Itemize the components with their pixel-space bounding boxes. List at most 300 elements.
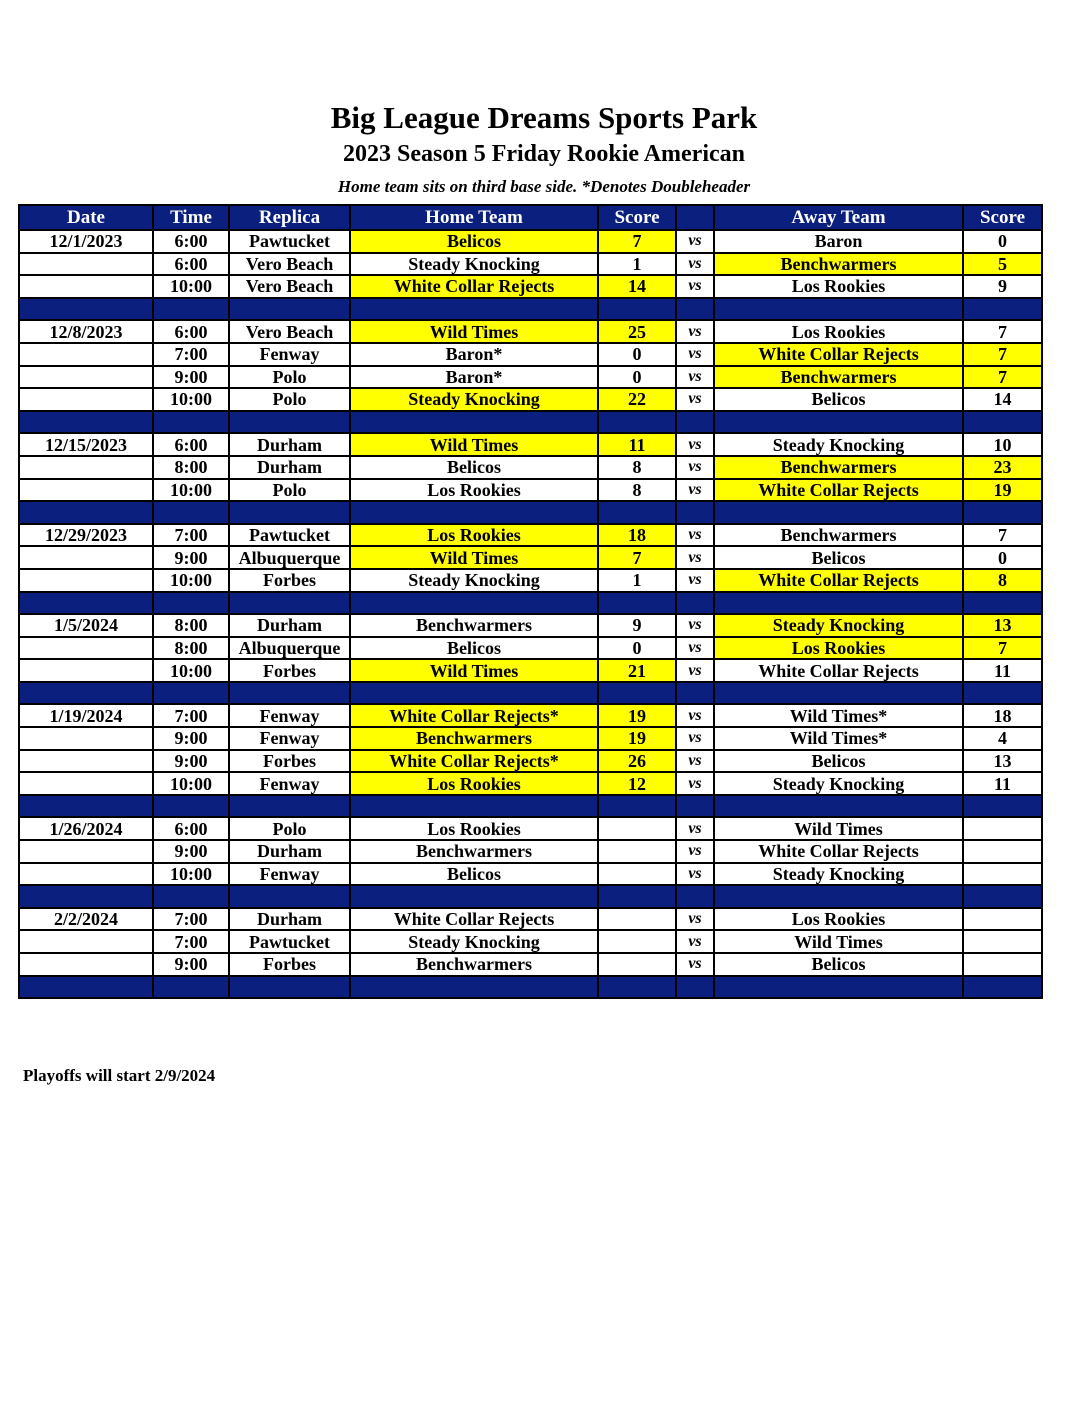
away-score [963,930,1042,953]
separator-cell [963,298,1042,321]
separator-cell [229,592,350,615]
separator-cell [676,885,714,908]
separator-cell [714,592,963,615]
game-row [19,750,1042,773]
home-team: Steady Knocking [350,253,598,276]
separator-cell [153,411,229,434]
separator-cell [153,795,229,818]
week-separator-row [19,411,1042,434]
separator-cell [714,885,963,908]
page-title: Big League Dreams Sports Park [330,100,758,135]
away-team: Wild Times [714,930,963,953]
separator-cell [19,501,153,524]
away-team: Wild Times* [714,727,963,750]
away-team: White Collar Rejects [714,343,963,366]
vs-label: vs [676,320,714,343]
home-team: Belicos [350,637,598,660]
away-team: Steady Knocking [714,863,963,886]
separator-cell [963,885,1042,908]
home-team: Baron* [350,366,598,389]
vs-label: vs [676,230,714,253]
game-time: 9:00 [153,840,229,863]
game-time: 8:00 [153,614,229,637]
away-score: 11 [963,772,1042,795]
home-team: Belicos [350,863,598,886]
away-score: 7 [963,637,1042,660]
vs-label: vs [676,727,714,750]
game-row [19,546,1042,569]
home-team: White Collar Rejects [350,908,598,931]
vs-label: vs [676,388,714,411]
away-score: 11 [963,659,1042,682]
game-field: Durham [229,614,350,637]
vs-label: vs [676,772,714,795]
game-row [19,840,1042,863]
game-date [19,366,153,389]
home-score: 7 [598,546,676,569]
game-date: 12/15/2023 [19,433,153,456]
home-score: 8 [598,456,676,479]
home-team: Steady Knocking [350,930,598,953]
home-score: 0 [598,637,676,660]
game-time: 7:00 [153,908,229,931]
game-date: 12/1/2023 [19,230,153,253]
game-time: 8:00 [153,637,229,660]
separator-cell [153,976,229,999]
home-team: Belicos [350,456,598,479]
game-row [19,433,1042,456]
vs-label: vs [676,704,714,727]
separator-cell [714,682,963,705]
game-time: 10:00 [153,772,229,795]
away-team: Los Rookies [714,908,963,931]
game-date [19,727,153,750]
game-row [19,772,1042,795]
vs-label: vs [676,750,714,773]
away-team: Benchwarmers [714,366,963,389]
away-team: Belicos [714,953,963,976]
vs-label: vs [676,840,714,863]
away-score: 13 [963,750,1042,773]
vs-label: vs [676,908,714,931]
separator-cell [350,885,598,908]
separator-cell [963,795,1042,818]
separator-cell [350,592,598,615]
separator-cell [598,682,676,705]
week-separator-row [19,976,1042,999]
column-header-away-team: Away Team [714,205,963,230]
home-score: 21 [598,659,676,682]
separator-cell [153,592,229,615]
separator-cell [714,976,963,999]
game-time: 10:00 [153,275,229,298]
game-date [19,388,153,411]
vs-label: vs [676,253,714,276]
column-header-home-score: Score [598,205,676,230]
playoffs-note: Playoffs will start 2/9/2024 [23,1066,216,1085]
vs-label: vs [676,953,714,976]
away-score: 0 [963,230,1042,253]
home-team: White Collar Rejects* [350,750,598,773]
game-field: Polo [229,366,350,389]
separator-cell [153,298,229,321]
home-score [598,840,676,863]
game-date [19,479,153,502]
away-team: Wild Times [714,817,963,840]
game-time: 9:00 [153,366,229,389]
home-team: Belicos [350,230,598,253]
week-separator-row [19,795,1042,818]
vs-label: vs [676,456,714,479]
game-time: 6:00 [153,433,229,456]
away-score: 23 [963,456,1042,479]
home-score: 14 [598,275,676,298]
away-score: 14 [963,388,1042,411]
game-field: Albuquerque [229,637,350,660]
separator-cell [714,298,963,321]
game-time: 10:00 [153,479,229,502]
game-date [19,343,153,366]
separator-cell [153,682,229,705]
game-time: 10:00 [153,863,229,886]
home-score: 18 [598,524,676,547]
game-date [19,750,153,773]
away-team: Steady Knocking [714,772,963,795]
game-date [19,456,153,479]
separator-cell [714,501,963,524]
away-score: 7 [963,524,1042,547]
separator-cell [963,976,1042,999]
home-score: 22 [598,388,676,411]
separator-cell [676,795,714,818]
away-team: Steady Knocking [714,614,963,637]
home-score: 1 [598,253,676,276]
game-field: Vero Beach [229,320,350,343]
home-score: 0 [598,343,676,366]
game-time: 6:00 [153,230,229,253]
column-header-home-team: Home Team [350,205,598,230]
separator-cell [229,682,350,705]
game-row [19,704,1042,727]
vs-label: vs [676,863,714,886]
game-field: Durham [229,433,350,456]
away-team: Belicos [714,546,963,569]
away-team: Benchwarmers [714,456,963,479]
week-separator-row [19,682,1042,705]
game-field: Forbes [229,953,350,976]
away-team: White Collar Rejects [714,569,963,592]
separator-cell [229,501,350,524]
table-header-row [19,205,1042,230]
away-score: 9 [963,275,1042,298]
home-score [598,908,676,931]
game-date [19,569,153,592]
separator-cell [598,298,676,321]
game-field: Pawtucket [229,524,350,547]
home-team: Baron* [350,343,598,366]
separator-cell [229,411,350,434]
column-header-away-score: Score [963,205,1042,230]
game-field: Pawtucket [229,930,350,953]
game-field: Vero Beach [229,253,350,276]
separator-cell [229,795,350,818]
home-team: White Collar Rejects [350,275,598,298]
separator-cell [598,501,676,524]
game-field: Forbes [229,750,350,773]
vs-label: vs [676,275,714,298]
column-header-date: Date [19,205,153,230]
game-time: 6:00 [153,320,229,343]
home-score: 7 [598,230,676,253]
home-team: Los Rookies [350,772,598,795]
game-date: 2/2/2024 [19,908,153,931]
week-separator-row [19,501,1042,524]
game-time: 9:00 [153,727,229,750]
home-team: Los Rookies [350,479,598,502]
game-row [19,524,1042,547]
separator-cell [676,592,714,615]
separator-cell [19,298,153,321]
game-field: Pawtucket [229,230,350,253]
home-team: Wild Times [350,433,598,456]
separator-cell [598,795,676,818]
game-date: 1/19/2024 [19,704,153,727]
game-field: Durham [229,456,350,479]
vs-label: vs [676,524,714,547]
separator-cell [229,298,350,321]
game-row [19,343,1042,366]
game-field: Fenway [229,704,350,727]
game-row [19,817,1042,840]
game-row [19,908,1042,931]
separator-cell [350,682,598,705]
home-team: Los Rookies [350,817,598,840]
vs-label: vs [676,637,714,660]
away-team: Los Rookies [714,320,963,343]
home-score: 8 [598,479,676,502]
separator-cell [229,885,350,908]
game-field: Fenway [229,863,350,886]
away-score: 7 [963,320,1042,343]
game-row [19,388,1042,411]
game-row [19,930,1042,953]
away-team: White Collar Rejects [714,659,963,682]
home-score: 26 [598,750,676,773]
home-team: Benchwarmers [350,840,598,863]
game-date: 12/29/2023 [19,524,153,547]
separator-cell [963,592,1042,615]
separator-cell [963,411,1042,434]
away-score: 13 [963,614,1042,637]
game-date: 12/8/2023 [19,320,153,343]
column-header-time: Time [153,205,229,230]
game-time: 10:00 [153,388,229,411]
game-row [19,230,1042,253]
game-date [19,275,153,298]
game-field: Polo [229,479,350,502]
separator-cell [598,592,676,615]
game-time: 9:00 [153,750,229,773]
vs-label: vs [676,343,714,366]
game-row [19,456,1042,479]
home-score [598,930,676,953]
home-score: 19 [598,727,676,750]
schedule-body [19,230,1042,998]
separator-cell [963,501,1042,524]
vs-label: vs [676,433,714,456]
away-score [963,953,1042,976]
vs-label: vs [676,479,714,502]
game-date: 1/5/2024 [19,614,153,637]
game-date: 1/26/2024 [19,817,153,840]
home-team: Benchwarmers [350,953,598,976]
game-field: Albuquerque [229,546,350,569]
away-score: 0 [963,546,1042,569]
home-score: 12 [598,772,676,795]
game-row [19,863,1042,886]
game-row [19,320,1042,343]
game-time: 6:00 [153,817,229,840]
game-time: 10:00 [153,569,229,592]
home-team: Benchwarmers [350,727,598,750]
game-date [19,772,153,795]
game-time: 8:00 [153,456,229,479]
home-team: Wild Times [350,546,598,569]
game-date [19,253,153,276]
game-date [19,659,153,682]
game-row [19,727,1042,750]
home-team: Wild Times [350,320,598,343]
game-row [19,659,1042,682]
away-team: Los Rookies [714,275,963,298]
vs-label: vs [676,817,714,840]
game-time: 7:00 [153,704,229,727]
separator-cell [598,885,676,908]
game-time: 7:00 [153,524,229,547]
separator-cell [19,976,153,999]
home-score: 9 [598,614,676,637]
away-score: 18 [963,704,1042,727]
away-team: Belicos [714,750,963,773]
game-date [19,863,153,886]
vs-label: vs [676,930,714,953]
game-date [19,840,153,863]
game-field: Fenway [229,727,350,750]
away-score [963,840,1042,863]
separator-cell [676,501,714,524]
away-score: 4 [963,727,1042,750]
away-score [963,817,1042,840]
game-field: Vero Beach [229,275,350,298]
separator-cell [19,682,153,705]
game-row [19,253,1042,276]
away-team: Benchwarmers [714,253,963,276]
away-team: Benchwarmers [714,524,963,547]
separator-cell [350,298,598,321]
separator-cell [963,682,1042,705]
away-team: Los Rookies [714,637,963,660]
away-score: 7 [963,343,1042,366]
vs-label: vs [676,366,714,389]
game-time: 9:00 [153,953,229,976]
column-header-replica: Replica [229,205,350,230]
schedule-note: Home team sits on third base side. *Denotes Doubleheader [337,177,751,196]
vs-label: vs [676,569,714,592]
separator-cell [153,885,229,908]
game-field: Forbes [229,659,350,682]
separator-cell [676,976,714,999]
game-time: 7:00 [153,343,229,366]
schedule-table [18,204,1043,999]
separator-cell [676,298,714,321]
game-date [19,930,153,953]
home-score [598,863,676,886]
separator-cell [350,795,598,818]
separator-cell [598,411,676,434]
game-date [19,953,153,976]
game-row [19,275,1042,298]
vs-label: vs [676,659,714,682]
home-score [598,953,676,976]
away-team: Wild Times* [714,704,963,727]
home-team: Los Rookies [350,524,598,547]
game-date [19,546,153,569]
game-field: Polo [229,817,350,840]
separator-cell [229,976,350,999]
game-date [19,637,153,660]
game-row [19,366,1042,389]
vs-label: vs [676,546,714,569]
separator-cell [714,795,963,818]
away-score: 10 [963,433,1042,456]
home-score [598,817,676,840]
game-time: 7:00 [153,930,229,953]
game-row [19,479,1042,502]
game-time: 9:00 [153,546,229,569]
separator-cell [350,501,598,524]
game-field: Durham [229,908,350,931]
away-score: 7 [963,366,1042,389]
game-field: Fenway [229,772,350,795]
home-score: 0 [598,366,676,389]
separator-cell [350,411,598,434]
separator-cell [676,682,714,705]
game-row [19,953,1042,976]
away-team: White Collar Rejects [714,840,963,863]
week-separator-row [19,592,1042,615]
separator-cell [19,885,153,908]
away-score: 19 [963,479,1042,502]
separator-cell [19,592,153,615]
game-time: 6:00 [153,253,229,276]
game-row [19,569,1042,592]
home-team: Wild Times [350,659,598,682]
game-time: 10:00 [153,659,229,682]
away-score [963,863,1042,886]
separator-cell [714,411,963,434]
home-score: 11 [598,433,676,456]
game-field: Durham [229,840,350,863]
home-team: White Collar Rejects* [350,704,598,727]
week-separator-row [19,885,1042,908]
separator-cell [19,795,153,818]
away-score [963,908,1042,931]
column-header-vs [676,205,714,230]
separator-cell [676,411,714,434]
home-team: Steady Knocking [350,569,598,592]
home-score: 19 [598,704,676,727]
away-score: 8 [963,569,1042,592]
